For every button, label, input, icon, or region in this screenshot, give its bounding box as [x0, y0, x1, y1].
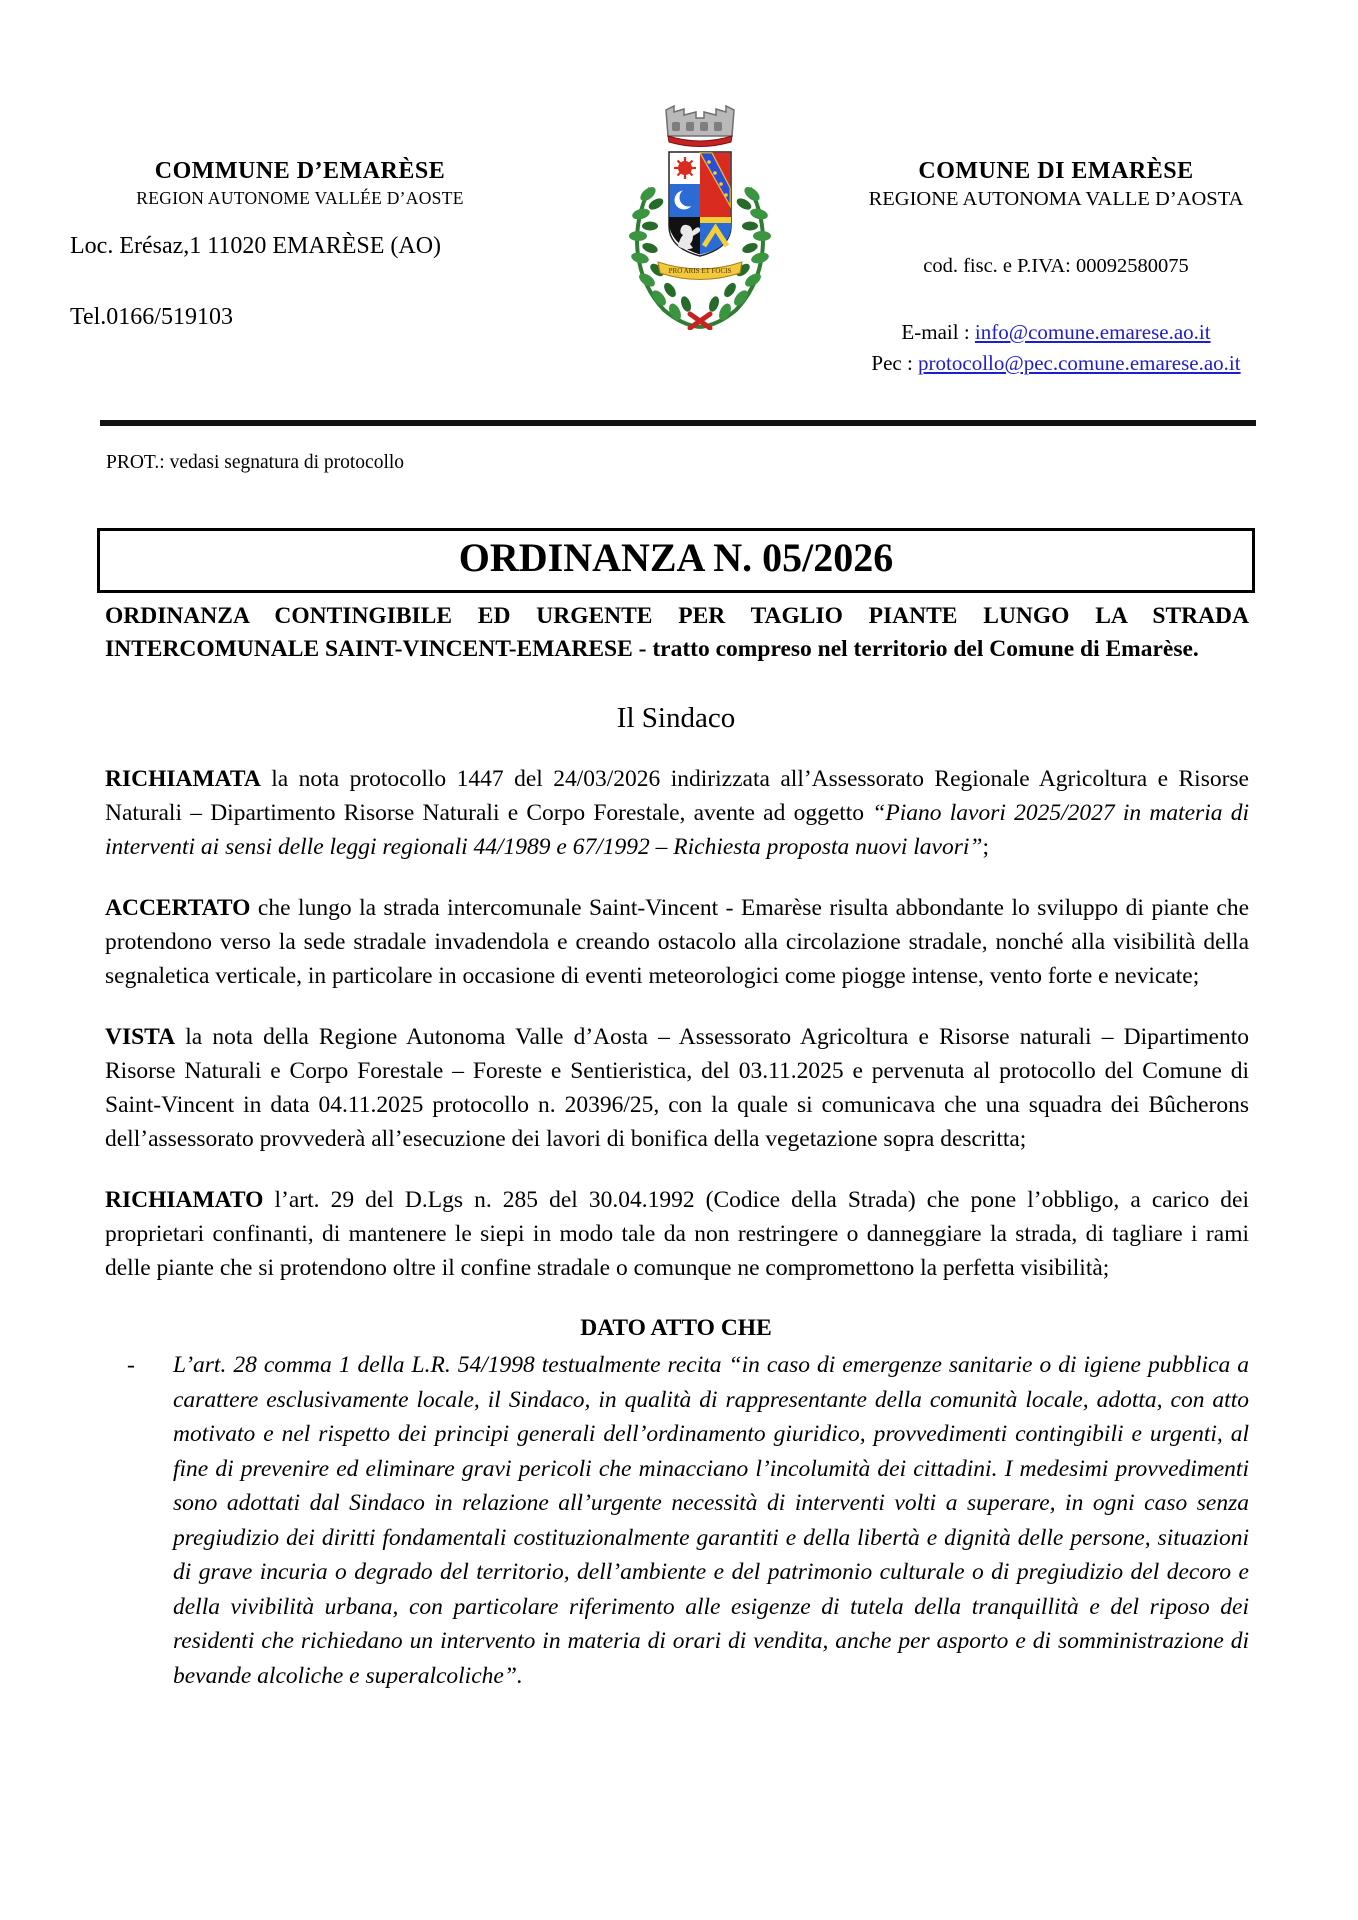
commune-title-fr: COMMUNE D’EMARÈSE [154, 158, 446, 184]
mural-crown [666, 106, 734, 147]
email-link[interactable]: info@comune.emarese.ao.it [974, 320, 1211, 344]
paragraph-richiamato: RICHIAMATO l’art. 29 del D.Lgs n. 285 del 30.04.1992 (Codice della Strada) che pone l’obbligo, a carico dei proprietari confinanti, di mantenere le siepi in modo tale da non restringere o danneggiare la strada, di tagliare i rami delle piante che si protendono oltre il confine stradale o comunque ne compromettono la perfetta visibilità; [105, 1187, 1249, 1281]
document-body [97, 528, 1255, 1693]
email-row [842, 320, 1270, 345]
list-item-text: L’art. 28 comma 1 della L.R. 54/1998 testualmente recita “in caso di emergenze sanitarie o di igiene pubblica a carattere esclusivamente locale, il Sindaco, in qualità di rappresentante della comunità locale, adotta, con atto motivato e nel rispetto dei principi generali dell’ordinamento giuridico, provvedimenti contingibili e urgenti, al fine di prevenire ed eliminare gravi pericoli che minacciano l’incolumità dei cittadini. I medesimi provvedimenti sono adottati dal Sindaco in relazione all’urgente necessità di interventi volti a superare, in ogni caso senza pregiudizio dei diritti fondamentali costituzionalmente garantiti e della libertà e dignità delle persone, situazioni di grave incuria o degrado del territorio, dell’ambiente e del patrimonio culturale o di pregiudizio del decoro e della vivibilità urbana, con particolare riferimento alle esigenze di tutela della tranquillità e del riposo dei residenti che richiedano un intervento in materia di orari di vendita, anche per asporto e di somministrazione di bevande alcoliche e superalcoliche”. [173, 1352, 1249, 1689]
address-line: Loc. Erésaz,1 11020 EMARÈSE (AO) [70, 233, 442, 259]
paragraph-richiamata: RICHIAMATA la nota protocollo 1447 del 24/03/2026 indirizzata all’Assessorato Regionale Agricoltura e Risorse Naturali – Dipartimento Risorse Naturali e Corpo Forestale, avente ad oggetto “Piano lavori 2025/2027 in materia di interventi ai sensi delle leggi regionali 44/1989 e 67/1992 – Richiesta proposta nuovi lavori”; [105, 766, 1249, 860]
protocol-line: PROT.: vedasi segnatura di protocollo [106, 452, 405, 473]
pec-row [842, 351, 1270, 376]
ordinance-number-box [97, 528, 1255, 593]
region-subtitle-it: REGIONE AUTONOMA VALLE D’AOSTA [868, 188, 1244, 210]
shield [669, 152, 731, 256]
section-heading-dato-atto-che: DATO ATTO CHE [580, 1315, 772, 1341]
email-label: E-mail : [901, 320, 975, 344]
list-item-marker: - [127, 1352, 135, 1378]
paragraph-lead: ACCERTATO [105, 895, 251, 921]
ordinance-subject: ORDINANZA CONTINGIBILE ED URGENTE PER TAGLIO PIANTE LUNGO LA STRADA INTERCOMUNALE SAINT-VINCENT-EMARESE - tratto compreso nel territorio del Comune di Emarèse. [105, 603, 1249, 662]
pec-link[interactable]: protocollo@pec.comune.emarese.ao.it [918, 351, 1241, 375]
header-right-block [842, 158, 1270, 376]
paragraph-lead: RICHIAMATO [105, 1187, 264, 1213]
paragraph-lead: RICHIAMATA [105, 766, 261, 792]
quoted-title: “Piano lavori 2025/2027 in materia di interventi ai sensi delle leggi regionali 44/1989 e 67/1992 – Richiesta proposta nuovi lavori” [105, 800, 1249, 860]
header-left-block [66, 158, 534, 331]
coat-of-arms [628, 96, 772, 330]
issuer-heading: Il Sindaco [616, 702, 736, 734]
header-divider-rule [100, 420, 1256, 426]
list-item [127, 1348, 1249, 1693]
fiscal-code-line: cod. fisc. e P.IVA: 00092580075 [923, 255, 1189, 277]
motto-ribbon [658, 262, 742, 280]
ordinance-number-title: ORDINANZA N. 05/2026 [458, 535, 894, 580]
phone-line: Tel.0166/519103 [70, 304, 233, 330]
region-subtitle-fr: REGION AUTONOME VALLÉE D’AOSTE [136, 188, 464, 208]
motto-text: PRO ARIS ET FOCIS [668, 267, 732, 275]
paragraph-lead: VISTA [105, 1024, 176, 1050]
comune-title-it: COMUNE DI EMARÈSE [918, 158, 1194, 184]
pec-label: Pec : [871, 351, 919, 375]
paragraph-vista: VISTA la nota della Regione Autonoma Valle d’Aosta – Assessorato Agricoltura e Risorse naturali – Dipartimento Risorse Naturali e Corpo Forestale – Foreste e Sentieristica, del 03.11.2025 e pervenuta al protocollo del Comune di Saint-Vincent in data 04.11.2025 protocollo n. 20396/25, con la quale si comunicava che una squadra dei Bûcherons dell’assessorato provvederà all’esecuzione dei lavori di bonifica della vegetazione sopra descritta; [105, 1024, 1249, 1152]
paragraph-accertato: ACCERTATO che lungo la strada intercomunale Saint-Vincent - Emarèse risulta abbondante lo sviluppo di piante che protendono verso la sede stradale invadendola e creando ostacolo alla circolazione stradale, nonché alla visibilità della segnaletica verticale, in particolare in occasione di eventi meteorologici come piogge intense, vento forte e nevicate; [105, 895, 1249, 989]
